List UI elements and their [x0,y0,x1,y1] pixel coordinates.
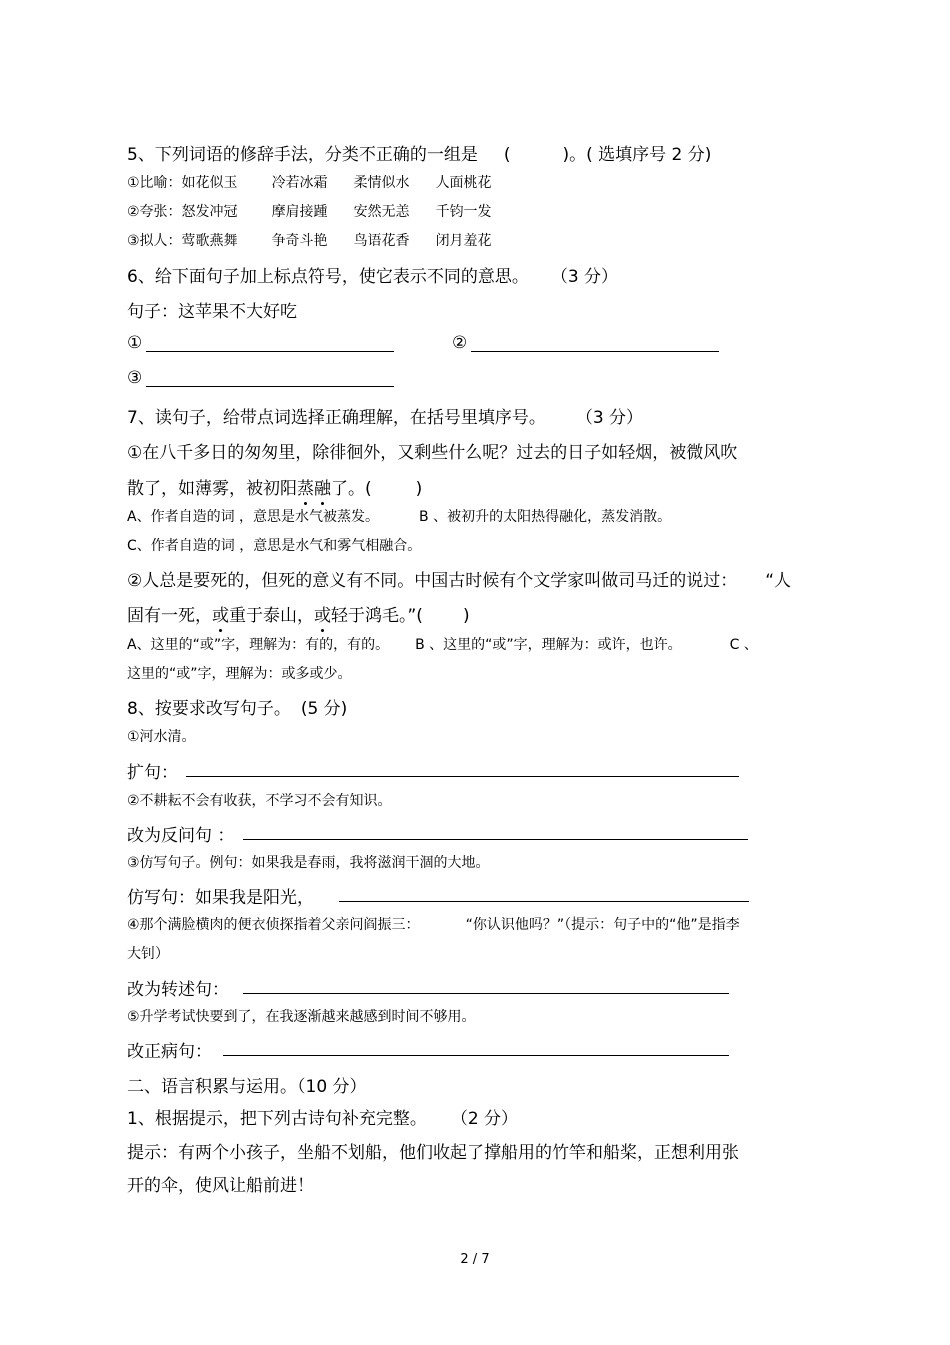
sec2-q1-title-text: 1、根据提示，把下列古诗句补充完整。 [127,1109,427,1129]
q8-item-5-label: 改正病句： [127,1042,212,1062]
q5-word: 闭月羞花 [435,233,492,249]
q8-item-3-answer-line[interactable] [339,901,749,902]
q8-item-4-cont: 大钊） [127,946,169,962]
q7-score: （3 分） [575,408,644,428]
q7-s2-option-b: B 、这里的“或”字，理解为：或许，也许。 [415,637,682,653]
q6-blank-2-label: ② [452,333,468,353]
q7-s1-line2 [127,474,422,499]
page-number: 2 / 7 [460,1252,490,1267]
q7-s2-options [127,634,758,654]
q7-s1-options-ab [127,506,671,526]
q8-item-5-answer-line[interactable] [223,1055,729,1056]
q7-s1-text: 了。( [331,479,372,499]
q5-word: 人面桃花 [435,175,492,191]
q8-item-5: ⑤升学考试快要到了，在我逐渐越来越感到时间不够用。 [127,1009,476,1025]
q7-s1-option-b: B 、被初升的太阳热得融化，蒸发消散。 [419,509,672,525]
q7-s1-option-a: A、作者自造的词 ，意思是水气被蒸发。 [127,509,380,525]
q7-s1-option-c: C、作者自造的词 ，意思是水气和雾气相融合。 [127,538,422,554]
q5-word: 柔情似水 [353,175,410,191]
q8-item-4-label: 改为转述句： [127,980,229,1000]
q5-paren-open: ( [503,145,511,165]
q8-item-2-answer-line[interactable] [243,839,748,840]
q8-item-4-answer-line[interactable] [243,993,729,994]
q7-dotted-char: 融 [314,474,331,499]
q6-title-text: 6、给下面句子加上标点符号，使它表示不同的意思。 [127,267,529,287]
q8-title-text: 8、按要求改写句子。 [127,699,291,719]
q8-item-1: ①河水清。 [127,729,196,745]
q7-s2-text: 重于泰山， [229,606,314,626]
q8-title [127,694,347,719]
q5-row-label: ①比喻：如花似玉 [127,175,238,191]
q7-s2-quote: “人 [765,571,792,591]
q7-s2-option-c: C 、 [729,637,758,653]
q8-item-4 [127,914,740,934]
q6-score: （3 分） [550,267,619,287]
q7-dotted-char: 或 [212,601,229,626]
q5-title-end: )。( 选填序号 2 分) [562,145,712,165]
q6-blank-3-label: ③ [127,368,143,388]
q5-row-label: ②夸张：怒发冲冠 [127,204,238,220]
q7-dotted-char: 蒸 [297,474,314,499]
sec2-q1-score: （2 分） [450,1109,519,1129]
q7-s1-paren-close: ) [415,479,423,499]
q7-s2-option-c-text: 这里的“或”字，理解为：或多或少。 [127,666,352,682]
q8-item-1-label: 扩句： [127,763,178,783]
q6-blank-2-line[interactable] [471,351,719,352]
q5-word: 鸟语花香 [353,233,410,249]
q8-item-1-answer-line[interactable] [186,776,739,777]
q7-s1-line1: ①在八千多日的匆匆里，除徘徊外，又剩些什么呢？过去的日子如轻烟，被微风吹 [127,443,738,463]
q6-title [127,262,618,287]
q5-title [127,140,711,165]
sec2-q1-title [127,1104,518,1129]
q5-row-2 [127,201,492,221]
q7-s2-line2 [127,601,470,626]
q7-s2-text: 轻于鸿毛。”( [331,606,423,626]
section-2-title: 二、语言积累与运用。（10 分） [127,1077,367,1097]
q7-title [127,403,643,428]
q8-item-2-label: 改为反问句 ： [127,826,235,846]
q8-item-3: ③仿写句子。例句：如果我是春雨，我将滋润干涸的大地。 [127,855,490,871]
q5-title-text: 5、下列词语的修辞手法，分类不正确的一组是 [127,145,478,165]
q7-title-text: 7、读句子，给带点词选择正确理解，在括号里填序号。 [127,408,546,428]
q7-s2-text: ②人总是要死的，但死的意义有不同。中国古时候有个文学家叫做司马迁的说过： [127,571,738,591]
q7-s2-paren-close: ) [462,606,470,626]
q8-item-3-label: 仿写句：如果我是阳光， [127,888,314,908]
q7-s2-option-a: A、这里的“或”字，理解为：有的，有的。 [127,637,390,653]
q8-score: (5 分) [300,699,348,719]
q7-s1-text: 散了，如薄雾，被初阳 [127,479,297,499]
sec2-hint-line1: 提示：有两个小孩子，坐船不划船，他们收起了撑船用的竹竿和船桨，正想利用张 [127,1143,739,1163]
q8-item-2: ②不耕耘不会有收获，不学习不会有知识。 [127,793,392,809]
q6-blank-1-label: ① [127,333,143,353]
q5-word: 争奇斗艳 [271,233,328,249]
sec2-hint-line2: 开的伞，使风让船前进！ [127,1176,314,1196]
q7-s2-text: 固有一死， [127,606,212,626]
q5-word: 千钧一发 [435,204,492,220]
q7-s2-line1 [127,566,791,591]
q6-sentence: 句子：这苹果不大好吃 [127,302,297,322]
q6-blank-1-line[interactable] [146,351,394,352]
q5-row-label: ③拟人：莺歌燕舞 [127,233,238,249]
q5-word: 安然无恙 [353,204,410,220]
q6-blank-3-line[interactable] [146,386,394,387]
q8-item-4-text: “你认识他吗？”（提示：句子中的“他”是指李 [465,917,740,933]
q5-row-1 [127,172,492,192]
q7-dotted-char: 或 [314,601,331,626]
q5-word: 冷若冰霜 [271,175,328,191]
q5-row-3 [127,230,492,250]
q5-word: 摩肩接踵 [271,204,328,220]
q8-item-4-text: ④那个满脸横肉的便衣侦探指着父亲问阎振三： [127,917,420,933]
